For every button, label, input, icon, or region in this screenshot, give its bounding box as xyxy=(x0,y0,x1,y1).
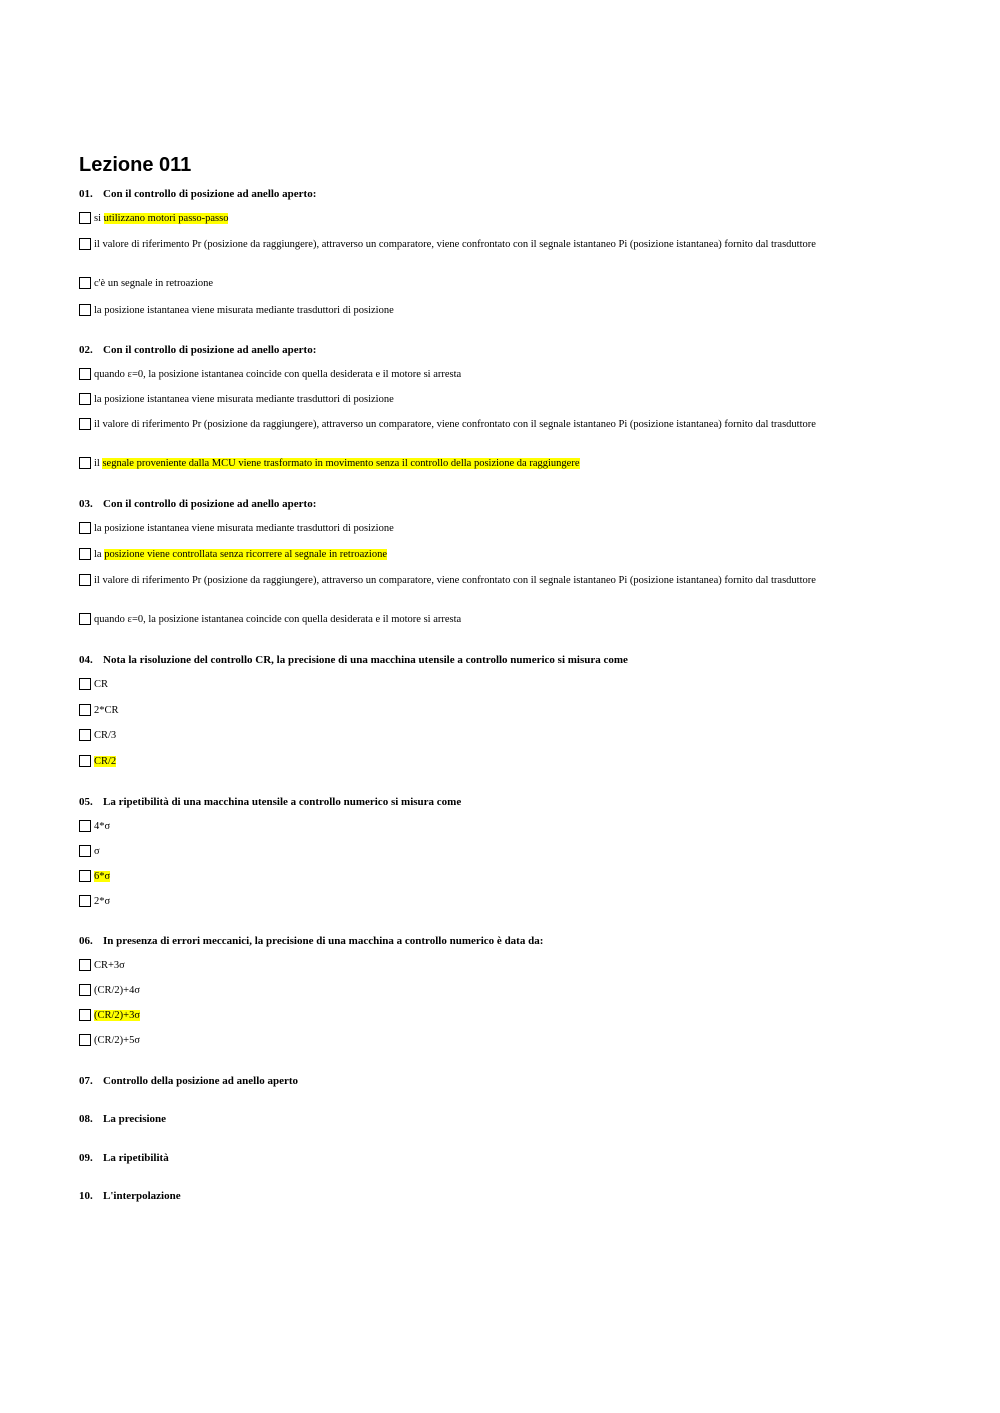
answer-option xyxy=(79,1009,859,1023)
answer-option xyxy=(79,704,859,718)
checkbox[interactable] xyxy=(79,984,91,996)
question-text: Nota la risoluzione del controllo CR, la precisione di una macchina utensile a controllo numerico si misura come xyxy=(103,654,628,666)
answer-option xyxy=(79,959,859,973)
question-number: 10. xyxy=(79,1190,93,1202)
option-text: 2*σ xyxy=(94,896,111,907)
checkbox[interactable] xyxy=(79,1009,91,1021)
option-text: la posizione istantanea viene misurata mediante trasduttori di posizione xyxy=(94,394,394,405)
answer-option xyxy=(79,277,859,291)
question-text: La ripetibilità xyxy=(103,1152,169,1164)
option-text: CR xyxy=(94,679,109,690)
option-text: CR+3σ xyxy=(94,960,125,971)
highlighted-answer: 6*σ xyxy=(94,871,111,882)
question-text: Con il controllo di posizione ad anello aperto: xyxy=(103,498,317,510)
question-heading xyxy=(79,1151,169,1165)
option-text: CR/3 xyxy=(94,730,117,741)
highlighted-answer: segnale proveniente dalla MCU viene trasformato in movimento senza il controllo della posizione da raggiungere xyxy=(102,458,580,469)
checkbox[interactable] xyxy=(79,820,91,832)
question-heading xyxy=(79,1074,298,1088)
question-number: 02. xyxy=(79,344,93,356)
checkbox[interactable] xyxy=(79,522,91,534)
answer-option xyxy=(79,368,859,382)
option-text: (CR/2)+5σ xyxy=(94,1035,140,1046)
checkbox[interactable] xyxy=(79,393,91,405)
question-number: 06. xyxy=(79,935,93,947)
checkbox[interactable] xyxy=(79,678,91,690)
answer-option xyxy=(79,870,859,884)
checkbox[interactable] xyxy=(79,755,91,767)
checkbox[interactable] xyxy=(79,704,91,716)
answer-option xyxy=(79,613,859,627)
question-number: 03. xyxy=(79,498,93,510)
answer-option xyxy=(79,304,859,318)
option-text: il valore di riferimento Pr (posizione da raggiungere), attraverso un comparatore, viene confrontato con il segnale istantaneo Pi (posizione istantanea) fornito dal trasduttore xyxy=(94,419,816,430)
answer-option xyxy=(79,548,859,562)
question-text: In presenza di errori meccanici, la precisione di una macchina a controllo numerico è data da: xyxy=(103,935,544,947)
checkbox[interactable] xyxy=(79,1034,91,1046)
option-text: 2*CR xyxy=(94,705,119,716)
question-heading xyxy=(79,187,316,201)
option-text: (CR/2)+4σ xyxy=(94,985,140,996)
checkbox[interactable] xyxy=(79,457,91,469)
checkbox[interactable] xyxy=(79,613,91,625)
question-text: Con il controllo di posizione ad anello aperto: xyxy=(103,188,317,200)
option-text: quando ε=0, la posizione istantanea coincide con quella desiderata e il motore si arresta xyxy=(94,369,462,380)
checkbox[interactable] xyxy=(79,959,91,971)
question-heading xyxy=(79,497,316,511)
question-number: 04. xyxy=(79,654,93,666)
checkbox[interactable] xyxy=(79,574,91,586)
question-heading xyxy=(79,653,628,667)
option-text: σ xyxy=(94,846,100,857)
option-text: la posizione istantanea viene misurata mediante trasduttori di posizione xyxy=(94,305,394,316)
option-text: si xyxy=(94,213,104,224)
option-text: il xyxy=(94,458,103,469)
answer-option xyxy=(79,574,859,588)
answer-option xyxy=(79,895,859,909)
answer-option xyxy=(79,238,859,252)
answer-option xyxy=(79,418,859,432)
option-text: quando ε=0, la posizione istantanea coincide con quella desiderata e il motore si arresta xyxy=(94,614,462,625)
option-text: il valore di riferimento Pr (posizione da raggiungere), attraverso un comparatore, viene confrontato con il segnale istantaneo Pi (posizione istantanea) fornito dal trasduttore xyxy=(94,239,816,250)
answer-option xyxy=(79,845,859,859)
answer-option xyxy=(79,393,859,407)
answer-option xyxy=(79,522,859,536)
question-number: 09. xyxy=(79,1152,93,1164)
checkbox[interactable] xyxy=(79,368,91,380)
answer-option xyxy=(79,678,859,692)
checkbox[interactable] xyxy=(79,729,91,741)
option-text: c'è un segnale in retroazione xyxy=(94,278,214,289)
question-text: Con il controllo di posizione ad anello aperto: xyxy=(103,344,317,356)
option-text: la posizione istantanea viene misurata mediante trasduttori di posizione xyxy=(94,523,394,534)
checkbox[interactable] xyxy=(79,548,91,560)
question-text: Controllo della posizione ad anello aperto xyxy=(103,1075,299,1087)
checkbox[interactable] xyxy=(79,238,91,250)
question-heading xyxy=(79,343,316,357)
checkbox[interactable] xyxy=(79,212,91,224)
answer-option xyxy=(79,212,859,226)
page-title: Lezione 011 xyxy=(79,154,192,176)
question-heading xyxy=(79,934,543,948)
question-text: L'interpolazione xyxy=(103,1190,181,1202)
question-number: 05. xyxy=(79,796,93,808)
question-number: 08. xyxy=(79,1113,93,1125)
answer-option xyxy=(79,457,859,471)
option-text: la xyxy=(94,549,105,560)
question-number: 07. xyxy=(79,1075,93,1087)
answer-option xyxy=(79,755,859,769)
answer-option xyxy=(79,984,859,998)
question-number: 01. xyxy=(79,188,93,200)
checkbox[interactable] xyxy=(79,304,91,316)
checkbox[interactable] xyxy=(79,277,91,289)
question-heading xyxy=(79,1189,181,1203)
checkbox[interactable] xyxy=(79,418,91,430)
option-text: 4*σ xyxy=(94,821,111,832)
answer-option xyxy=(79,1034,859,1048)
question-text: La precisione xyxy=(103,1113,167,1125)
answer-option xyxy=(79,820,859,834)
answer-option xyxy=(79,729,859,743)
checkbox[interactable] xyxy=(79,895,91,907)
highlighted-answer: CR/2 xyxy=(94,756,117,767)
question-heading xyxy=(79,795,461,809)
checkbox[interactable] xyxy=(79,845,91,857)
question-heading xyxy=(79,1112,166,1126)
highlighted-answer: (CR/2)+3σ xyxy=(94,1010,140,1021)
checkbox[interactable] xyxy=(79,870,91,882)
option-text: il valore di riferimento Pr (posizione da raggiungere), attraverso un comparatore, viene confrontato con il segnale istantaneo Pi (posizione istantanea) fornito dal trasduttore xyxy=(94,575,816,586)
highlighted-answer: posizione viene controllata senza ricorrere al segnale in retroazione xyxy=(104,549,387,560)
highlighted-answer: utilizzano motori passo-passo xyxy=(103,213,229,224)
question-text: La ripetibilità di una macchina utensile a controllo numerico si misura come xyxy=(103,796,462,808)
